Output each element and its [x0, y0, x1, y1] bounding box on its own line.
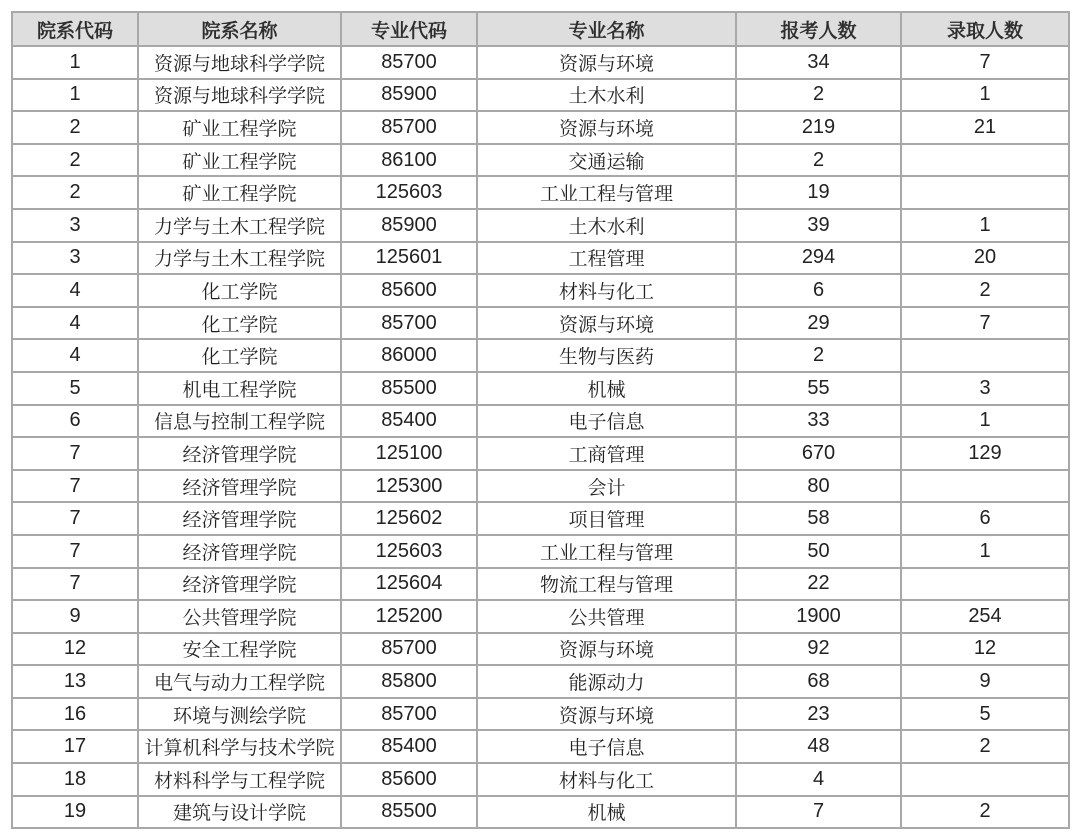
- applicants-cell: 6: [736, 274, 901, 307]
- major-code-cell: 85900: [341, 209, 477, 242]
- dept-name-cell: 材料科学与工程学院: [138, 763, 341, 796]
- table-row: [12, 698, 1069, 731]
- admitted-cell: 20: [901, 242, 1069, 275]
- major-name-cell: 土木水利: [477, 79, 736, 112]
- admitted-cell: [901, 568, 1069, 601]
- dept-code-cell: 7: [12, 437, 138, 470]
- header-major-name: 专业名称: [477, 12, 736, 46]
- table-header-row: [12, 12, 1069, 46]
- table-row: [12, 665, 1069, 698]
- major-code-cell: 125603: [341, 176, 477, 209]
- dept-name-cell: 机电工程学院: [138, 372, 341, 405]
- admitted-cell: [901, 763, 1069, 796]
- major-code-cell: 85700: [341, 633, 477, 666]
- table-row: [12, 633, 1069, 666]
- major-code-cell: 85500: [341, 796, 477, 829]
- major-code-cell: 125100: [341, 437, 477, 470]
- table-row: [12, 274, 1069, 307]
- major-name-cell: 材料与化工: [477, 763, 736, 796]
- dept-code-cell: 4: [12, 307, 138, 340]
- dept-code-cell: 4: [12, 339, 138, 372]
- dept-name-cell: 经济管理学院: [138, 437, 341, 470]
- dept-code-cell: 2: [12, 144, 138, 177]
- major-name-cell: 电子信息: [477, 730, 736, 763]
- major-code-cell: 125603: [341, 535, 477, 568]
- admitted-cell: 254: [901, 600, 1069, 633]
- major-name-cell: 土木水利: [477, 209, 736, 242]
- major-code-cell: 125601: [341, 242, 477, 275]
- header-dept-code: 院系代码: [12, 12, 138, 46]
- applicants-cell: 48: [736, 730, 901, 763]
- applicants-cell: 92: [736, 633, 901, 666]
- table-row: [12, 307, 1069, 340]
- admitted-cell: [901, 176, 1069, 209]
- admission-table-container: [11, 11, 1068, 829]
- applicants-cell: 2: [736, 79, 901, 112]
- dept-name-cell: 公共管理学院: [138, 600, 341, 633]
- major-name-cell: 生物与医药: [477, 339, 736, 372]
- major-name-cell: 电子信息: [477, 405, 736, 438]
- major-name-cell: 资源与环境: [477, 633, 736, 666]
- admitted-cell: 21: [901, 111, 1069, 144]
- admitted-cell: 1: [901, 209, 1069, 242]
- dept-name-cell: 资源与地球科学学院: [138, 79, 341, 112]
- applicants-cell: 68: [736, 665, 901, 698]
- dept-name-cell: 安全工程学院: [138, 633, 341, 666]
- admitted-cell: 3: [901, 372, 1069, 405]
- table-row: [12, 372, 1069, 405]
- table-row: [12, 568, 1069, 601]
- admitted-cell: 7: [901, 307, 1069, 340]
- major-name-cell: 工业工程与管理: [477, 176, 736, 209]
- dept-code-cell: 3: [12, 209, 138, 242]
- table-row: [12, 437, 1069, 470]
- dept-name-cell: 经济管理学院: [138, 568, 341, 601]
- table-row: [12, 730, 1069, 763]
- applicants-cell: 2: [736, 339, 901, 372]
- header-admitted: 录取人数: [901, 12, 1069, 46]
- dept-name-cell: 信息与控制工程学院: [138, 405, 341, 438]
- dept-name-cell: 化工学院: [138, 339, 341, 372]
- dept-code-cell: 13: [12, 665, 138, 698]
- applicants-cell: 58: [736, 502, 901, 535]
- dept-code-cell: 3: [12, 242, 138, 275]
- admitted-cell: [901, 339, 1069, 372]
- major-name-cell: 会计: [477, 470, 736, 503]
- major-code-cell: 125604: [341, 568, 477, 601]
- table-row: [12, 600, 1069, 633]
- applicants-cell: 80: [736, 470, 901, 503]
- applicants-cell: 50: [736, 535, 901, 568]
- major-name-cell: 资源与环境: [477, 111, 736, 144]
- dept-name-cell: 经济管理学院: [138, 502, 341, 535]
- major-name-cell: 工商管理: [477, 437, 736, 470]
- dept-code-cell: 19: [12, 796, 138, 829]
- major-name-cell: 资源与环境: [477, 698, 736, 731]
- major-code-cell: 85700: [341, 307, 477, 340]
- dept-name-cell: 计算机科学与技术学院: [138, 730, 341, 763]
- admitted-cell: 12: [901, 633, 1069, 666]
- major-code-cell: 86100: [341, 144, 477, 177]
- dept-code-cell: 7: [12, 535, 138, 568]
- admitted-cell: [901, 470, 1069, 503]
- major-name-cell: 机械: [477, 372, 736, 405]
- dept-code-cell: 2: [12, 111, 138, 144]
- dept-name-cell: 化工学院: [138, 307, 341, 340]
- table-row: [12, 535, 1069, 568]
- admitted-cell: 1: [901, 405, 1069, 438]
- admitted-cell: 2: [901, 730, 1069, 763]
- dept-code-cell: 6: [12, 405, 138, 438]
- major-code-cell: 125602: [341, 502, 477, 535]
- table-row: [12, 111, 1069, 144]
- admitted-cell: [901, 144, 1069, 177]
- major-name-cell: 材料与化工: [477, 274, 736, 307]
- major-code-cell: 85700: [341, 111, 477, 144]
- admitted-cell: 7: [901, 46, 1069, 79]
- major-code-cell: 85800: [341, 665, 477, 698]
- major-code-cell: 85700: [341, 698, 477, 731]
- major-code-cell: 85900: [341, 79, 477, 112]
- header-applicants: 报考人数: [736, 12, 901, 46]
- applicants-cell: 294: [736, 242, 901, 275]
- header-major-code: 专业代码: [341, 12, 477, 46]
- major-code-cell: 125300: [341, 470, 477, 503]
- dept-code-cell: 5: [12, 372, 138, 405]
- applicants-cell: 55: [736, 372, 901, 405]
- dept-name-cell: 化工学院: [138, 274, 341, 307]
- major-name-cell: 交通运输: [477, 144, 736, 177]
- dept-name-cell: 矿业工程学院: [138, 111, 341, 144]
- major-code-cell: 85700: [341, 46, 477, 79]
- table-row: [12, 242, 1069, 275]
- table-row: [12, 339, 1069, 372]
- applicants-cell: 7: [736, 796, 901, 829]
- admission-table: [11, 11, 1070, 829]
- applicants-cell: 1900: [736, 600, 901, 633]
- dept-name-cell: 力学与土木工程学院: [138, 242, 341, 275]
- applicants-cell: 29: [736, 307, 901, 340]
- major-code-cell: 85400: [341, 405, 477, 438]
- major-name-cell: 工程管理: [477, 242, 736, 275]
- table-row: [12, 79, 1069, 112]
- dept-code-cell: 16: [12, 698, 138, 731]
- applicants-cell: 19: [736, 176, 901, 209]
- major-code-cell: 86000: [341, 339, 477, 372]
- dept-code-cell: 1: [12, 46, 138, 79]
- major-name-cell: 机械: [477, 796, 736, 829]
- dept-name-cell: 资源与地球科学学院: [138, 46, 341, 79]
- dept-name-cell: 经济管理学院: [138, 470, 341, 503]
- applicants-cell: 34: [736, 46, 901, 79]
- admitted-cell: 5: [901, 698, 1069, 731]
- admitted-cell: 6: [901, 502, 1069, 535]
- dept-name-cell: 电气与动力工程学院: [138, 665, 341, 698]
- applicants-cell: 670: [736, 437, 901, 470]
- table-row: [12, 209, 1069, 242]
- major-code-cell: 85600: [341, 274, 477, 307]
- dept-code-cell: 18: [12, 763, 138, 796]
- dept-code-cell: 7: [12, 502, 138, 535]
- applicants-cell: 22: [736, 568, 901, 601]
- major-code-cell: 85400: [341, 730, 477, 763]
- major-name-cell: 资源与环境: [477, 46, 736, 79]
- dept-code-cell: 4: [12, 274, 138, 307]
- dept-code-cell: 1: [12, 79, 138, 112]
- dept-name-cell: 经济管理学院: [138, 535, 341, 568]
- dept-code-cell: 12: [12, 633, 138, 666]
- dept-name-cell: 矿业工程学院: [138, 144, 341, 177]
- dept-code-cell: 9: [12, 600, 138, 633]
- major-name-cell: 资源与环境: [477, 307, 736, 340]
- dept-name-cell: 矿业工程学院: [138, 176, 341, 209]
- major-name-cell: 项目管理: [477, 502, 736, 535]
- admitted-cell: 9: [901, 665, 1069, 698]
- table-row: [12, 470, 1069, 503]
- major-name-cell: 公共管理: [477, 600, 736, 633]
- dept-name-cell: 力学与土木工程学院: [138, 209, 341, 242]
- applicants-cell: 219: [736, 111, 901, 144]
- major-name-cell: 能源动力: [477, 665, 736, 698]
- table-row: [12, 144, 1069, 177]
- admitted-cell: 2: [901, 274, 1069, 307]
- header-dept-name: 院系名称: [138, 12, 341, 46]
- major-name-cell: 工业工程与管理: [477, 535, 736, 568]
- applicants-cell: 23: [736, 698, 901, 731]
- dept-code-cell: 17: [12, 730, 138, 763]
- table-row: [12, 405, 1069, 438]
- table-row: [12, 46, 1069, 79]
- applicants-cell: 4: [736, 763, 901, 796]
- major-code-cell: 85600: [341, 763, 477, 796]
- table-body: [12, 46, 1069, 828]
- applicants-cell: 2: [736, 144, 901, 177]
- dept-name-cell: 环境与测绘学院: [138, 698, 341, 731]
- applicants-cell: 39: [736, 209, 901, 242]
- major-code-cell: 85500: [341, 372, 477, 405]
- admitted-cell: 129: [901, 437, 1069, 470]
- major-name-cell: 物流工程与管理: [477, 568, 736, 601]
- dept-code-cell: 2: [12, 176, 138, 209]
- table-row: [12, 502, 1069, 535]
- dept-code-cell: 7: [12, 568, 138, 601]
- dept-name-cell: 建筑与设计学院: [138, 796, 341, 829]
- major-code-cell: 125200: [341, 600, 477, 633]
- table-row: [12, 796, 1069, 829]
- admitted-cell: 1: [901, 79, 1069, 112]
- table-row: [12, 176, 1069, 209]
- applicants-cell: 33: [736, 405, 901, 438]
- admitted-cell: 1: [901, 535, 1069, 568]
- dept-code-cell: 7: [12, 470, 138, 503]
- table-row: [12, 763, 1069, 796]
- admitted-cell: 2: [901, 796, 1069, 829]
